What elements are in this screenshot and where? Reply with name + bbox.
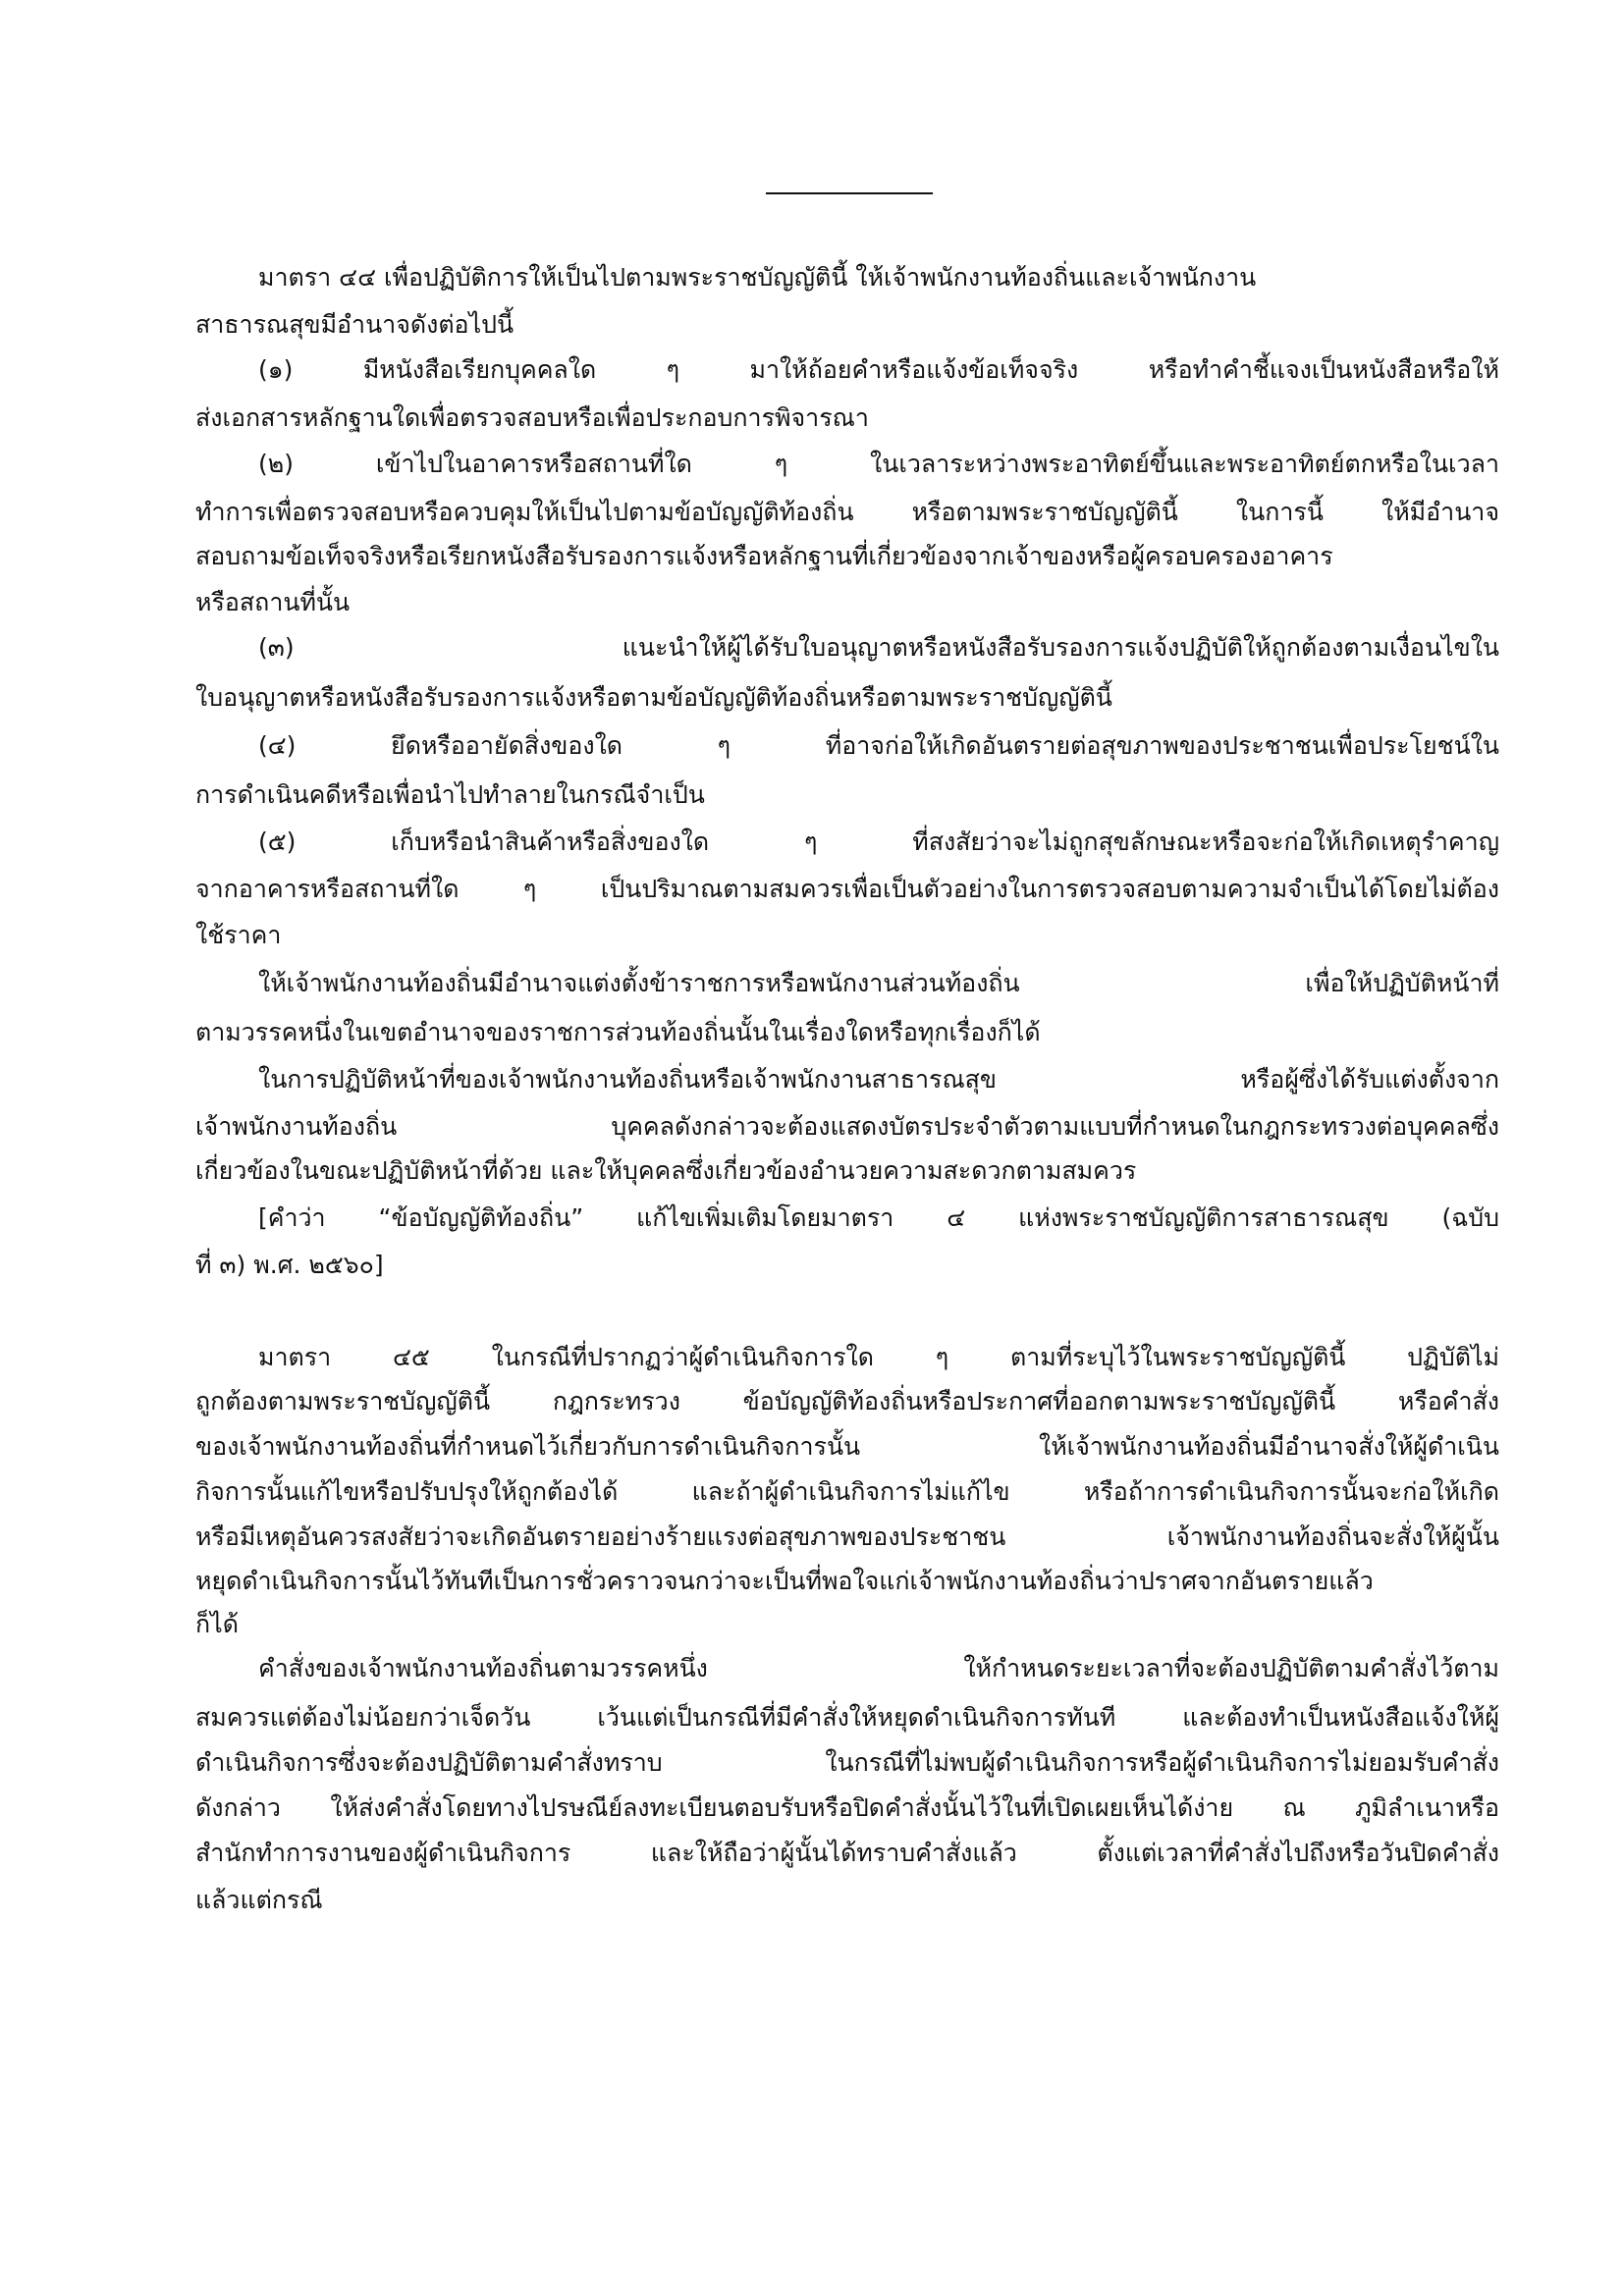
text-line: หรือมีเหตุอันควรสงสัยว่าจะเกิดอันตรายอย่างร้ายแรงต่อสุขภาพของประชาชน เจ้าพนักงานท้องถิ่นจะสั่งให้ผู้นั้น: [195, 1522, 1499, 1551]
text-line: การดำเนินคดีหรือเพื่อนำไปทำลายในกรณีจำเป็น: [195, 780, 705, 809]
text-line: สาธารณสุขมีอำนาจดังต่อไปนี้: [195, 310, 514, 339]
text-line: ใบอนุญาตหรือหนังสือรับรองการแจ้งหรือตามข้อบัญญัติท้องถิ่นหรือตามพระราชบัญญัตินี้: [195, 683, 1112, 712]
text-line: (๓) แนะนำให้ผู้ได้รับใบอนุญาตหรือหนังสือรับรองการแจ้งปฏิบัติให้ถูกต้องตามเงื่อนไขใน: [258, 633, 1499, 662]
text-line: ที่ ๓) พ.ศ. ๒๕๖๐]: [195, 1251, 384, 1279]
text-line: แล้วแต่กรณี: [195, 1886, 323, 1914]
text-line: มาตรา ๔๔ เพื่อปฏิบัติการให้เป็นไปตามพระราชบัญญัตินี้ ให้เจ้าพนักงานท้องถิ่นและเจ้าพนักงาน: [258, 263, 1257, 292]
text-line: กิจการนั้นแก้ไขหรือปรับปรุงให้ถูกต้องได้ และถ้าผู้ดำเนินกิจการไม่แก้ไข หรือถ้าการดำเนินกิจการนั้นจะก่อให้เกิด: [195, 1477, 1499, 1506]
text-line: ส่งเอกสารหลักฐานใดเพื่อตรวจสอบหรือเพื่อประกอบการพิจารณา: [195, 403, 869, 432]
text-line: ก็ได้: [195, 1610, 239, 1638]
text-line: ดังกล่าว ให้ส่งคำสั่งโดยทางไปรษณีย์ลงทะเบียนตอบรับหรือปิดคำสั่งนั้นไว้ในที่เปิดเผยเห็นได้ง่าย ณ ภูมิลำเนาหรือ: [195, 1793, 1499, 1822]
text-line: ให้เจ้าพนักงานท้องถิ่นมีอำนาจแต่งตั้งข้าราชการหรือพนักงานส่วนท้องถิ่น เพื่อให้ปฏิบัติหน้าที่: [258, 969, 1499, 997]
text-line: ของเจ้าพนักงานท้องถิ่นที่กำหนดไว้เกี่ยวกับการดำเนินกิจการนั้น ให้เจ้าพนักงานท้องถิ่นมีอำนาจสั่งให้ผู้ดำเนิน: [195, 1432, 1499, 1461]
text-line: เจ้าพนักงานท้องถิ่น บุคคลดังกล่าวจะต้องแสดงบัตรประจำตัวตามแบบที่กำหนดในกฎกระทรวงต่อบุคคลซึ่ง: [195, 1112, 1499, 1141]
text-line: สำนักทำการงานของผู้ดำเนินกิจการ และให้ถือว่าผู้นั้นได้ทราบคำสั่งแล้ว ตั้งแต่เวลาที่คำสั่งไปถึงหรือวันปิดคำสั่ง: [195, 1839, 1499, 1867]
text-line: ตามวรรคหนึ่งในเขตอำนาจของราชการส่วนท้องถิ่นนั้นในเรื่องใดหรือทุกเรื่องก็ได้: [195, 1018, 1041, 1046]
text-line: มาตรา ๔๕ ในกรณีที่ปรากฏว่าผู้ดำเนินกิจการใด ๆ ตามที่ระบุไว้ในพระราชบัญญัตินี้ ปฏิบัติไม่: [258, 1343, 1499, 1371]
text-line: ในการปฏิบัติหน้าที่ของเจ้าพนักงานท้องถิ่นหรือเจ้าพนักงานสาธารณสุข หรือผู้ซึ่งได้รับแต่งตั้งจาก: [258, 1065, 1499, 1094]
text-line: ถูกต้องตามพระราชบัญญัตินี้ กฎกระทรวง ข้อบัญญัติท้องถิ่นหรือประกาศที่ออกตามพระราชบัญญัตินี้ หรือคำสั่ง: [195, 1387, 1499, 1415]
text-line: (๕) เก็บหรือนำสินค้าหรือสิ่งของใด ๆ ที่สงสัยว่าจะไม่ถูกสุขลักษณะหรือจะก่อให้เกิดเหตุรำคาญ: [258, 828, 1499, 856]
text-line: จากอาคารหรือสถานที่ใด ๆ เป็นปริมาณตามสมควรเพื่อเป็นตัวอย่างในการตรวจสอบตามความจำเป็นได้โดยไม่ต้อง: [195, 875, 1499, 903]
text-line: หยุดดำเนินกิจการนั้นไว้ทันทีเป็นการชั่วคราวจนกว่าจะเป็นที่พอใจแก่เจ้าพนักงานท้องถิ่นว่าปราศจากอันตรายแล้ว: [195, 1567, 1374, 1595]
text-line: (๔) ยึดหรืออายัดสิ่งของใด ๆ ที่อาจก่อให้เกิดอันตรายต่อสุขภาพของประชาชนเพื่อประโยชน์ใน: [258, 731, 1499, 760]
text-line: หรือสถานที่นั้น: [195, 588, 351, 616]
text-line: ใช้ราคา: [195, 921, 282, 949]
text-line: คำสั่งของเจ้าพนักงานท้องถิ่นตามวรรคหนึ่ง ให้กำหนดระยะเวลาที่จะต้องปฏิบัติตามคำสั่งไว้ตาม: [258, 1654, 1499, 1682]
text-line: ทำการเพื่อตรวจสอบหรือควบคุมให้เป็นไปตามข้อบัญญัติท้องถิ่น หรือตามพระราชบัญญัตินี้ ในการนี้ ให้มีอำนาจ: [195, 498, 1499, 526]
text-line: ดำเนินกิจการซึ่งจะต้องปฏิบัติตามคำสั่งทราบ ในกรณีที่ไม่พบผู้ดำเนินกิจการหรือผู้ดำเนินกิจการไม่ยอมรับคำสั่ง: [195, 1748, 1499, 1777]
text-line: (๒) เข้าไปในอาคารหรือสถานที่ใด ๆ ในเวลาระหว่างพระอาทิตย์ขึ้นและพระอาทิตย์ตกหรือในเวลา: [258, 450, 1499, 478]
text-line: (๑) มีหนังสือเรียกบุคคลใด ๆ มาให้ถ้อยคำหรือแจ้งข้อเท็จจริง หรือทำคำชี้แจงเป็นหนังสือหรือให้: [258, 355, 1499, 384]
text-line: เกี่ยวข้องในขณะปฏิบัติหน้าที่ด้วย และให้บุคคลซึ่งเกี่ยวข้องอำนวยความสะดวกตามสมควร: [195, 1156, 1137, 1185]
text-line: [คำว่า “ข้อบัญญัติท้องถิ่น” แก้ไขเพิ่มเติมโดยมาตรา ๔ แห่งพระราชบัญญัติการสาธารณสุข (ฉบับ: [258, 1203, 1499, 1232]
text-line: สอบถามข้อเท็จจริงหรือเรียกหนังสือรับรองการแจ้งหรือหลักฐานที่เกี่ยวข้องจากเจ้าของหรือผู้ครอบครองอาคาร: [195, 542, 1333, 570]
text-line: สมควรแต่ต้องไม่น้อยกว่าเจ็ดวัน เว้นแต่เป็นกรณีที่มีคำสั่งให้หยุดดำเนินกิจการทันที และต้องทำเป็นหนังสือแจ้งให้ผู้: [195, 1703, 1499, 1732]
